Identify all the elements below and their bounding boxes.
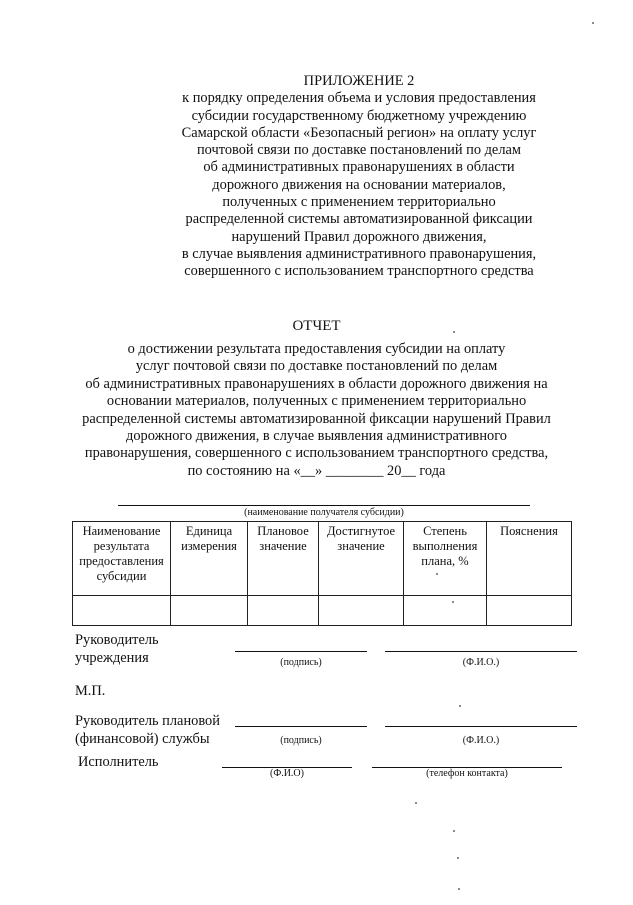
- planning-head-label-line1: Руководитель плановой: [75, 713, 220, 729]
- appendix-line: почтовой связи по доставке постановлений по делам: [196, 142, 521, 159]
- results-table: [72, 521, 572, 626]
- appendix-line: в случае выявления административного правонарушения,: [181, 245, 537, 262]
- table-header-row: [73, 522, 572, 596]
- header-notes: Пояснения: [487, 522, 572, 596]
- appendix-line: распределенной системы автоматизированной фиксации: [185, 211, 533, 228]
- appendix-line: об административных правонарушениях в области: [203, 159, 515, 176]
- planning-signature-caption: (подпись): [280, 735, 322, 746]
- header-completion-rate: Степень выполнения плана, %: [404, 522, 487, 596]
- table-cell: [248, 596, 319, 626]
- planning-signature-line: [235, 726, 367, 727]
- appendix-header: [0, 73, 633, 281]
- executor-fio-caption: (Ф.И.О): [269, 768, 304, 779]
- executor-label: Исполнитель: [78, 754, 159, 770]
- report-line: дорожного движения, в случае выявления административного: [126, 428, 507, 445]
- report-line: распределенной системы автоматизированной фиксации нарушений Правил: [82, 410, 551, 427]
- report-line: об административных правонарушениях в области дорожного движения на: [85, 375, 548, 392]
- header-unit: Единица измерения: [171, 522, 248, 596]
- header-planned-value: Плановое значение: [248, 522, 319, 596]
- report-line: правонарушения, совершенного с использованием транспортного средства,: [84, 445, 549, 462]
- appendix-line: Самарской области «Безопасный регион» на оплату услуг: [181, 124, 537, 141]
- appendix-line: нарушений Правил дорожного движения,: [231, 228, 487, 245]
- report-date-line: по состоянию на «__» ________ 20__ года: [187, 462, 446, 479]
- report-description: [0, 341, 633, 480]
- scan-speck: [458, 888, 460, 890]
- appendix-line: ПРИЛОЖЕНИЕ 2: [303, 73, 415, 89]
- scan-speck: [592, 22, 594, 24]
- recipient-name-line: [118, 505, 530, 506]
- seal-place-label: М.П.: [75, 683, 106, 699]
- head-label-line2: учреждения: [75, 650, 149, 666]
- appendix-line: дорожного движения на основании материалов,: [212, 176, 506, 193]
- report-line: о достижении результата предоставления субсидии на оплату: [127, 341, 506, 357]
- table-cell: [319, 596, 404, 626]
- scan-speck: [452, 601, 454, 603]
- scan-speck: [457, 857, 459, 859]
- table-row: [73, 596, 572, 626]
- appendix-line: субсидии государственному бюджетному учреждению: [191, 107, 527, 124]
- appendix-line: к порядку определения объема и условия предоставления: [182, 90, 536, 107]
- table-cell: [487, 596, 572, 626]
- header-result-name: Наименование результата предоставления субсидии: [73, 522, 171, 596]
- report-line: основании материалов, полученных с применением территориально: [106, 393, 527, 410]
- head-signature-line: [235, 651, 367, 652]
- executor-phone-caption: (телефон контакта): [426, 768, 508, 779]
- head-signature-caption: (подпись): [280, 657, 322, 668]
- scan-speck: [415, 802, 417, 804]
- report-title: ОТЧЕТ: [292, 318, 341, 334]
- table-cell: [404, 596, 487, 626]
- header-achieved-value: Достигнутое значение: [319, 522, 404, 596]
- scan-speck: [453, 331, 455, 333]
- scan-speck: [453, 830, 455, 832]
- report-line: услуг почтовой связи по доставке постановлений по делам: [135, 358, 498, 375]
- scan-speck: [436, 573, 438, 575]
- head-fio-caption: (Ф.И.О.): [462, 657, 500, 668]
- scan-speck: [459, 705, 461, 707]
- table-cell: [73, 596, 171, 626]
- appendix-line: совершенного с использованием транспортного средства: [184, 263, 534, 280]
- planning-head-label-line2: (финансовой) службы: [75, 731, 210, 747]
- planning-fio-caption: (Ф.И.О.): [462, 735, 500, 746]
- head-label-line1: Руководитель: [75, 632, 159, 648]
- head-fio-line: [385, 651, 577, 652]
- planning-fio-line: [385, 726, 577, 727]
- recipient-caption: (наименование получателя субсидии): [244, 507, 404, 518]
- appendix-line: полученных с применением территориально: [222, 194, 496, 211]
- table-cell: [171, 596, 248, 626]
